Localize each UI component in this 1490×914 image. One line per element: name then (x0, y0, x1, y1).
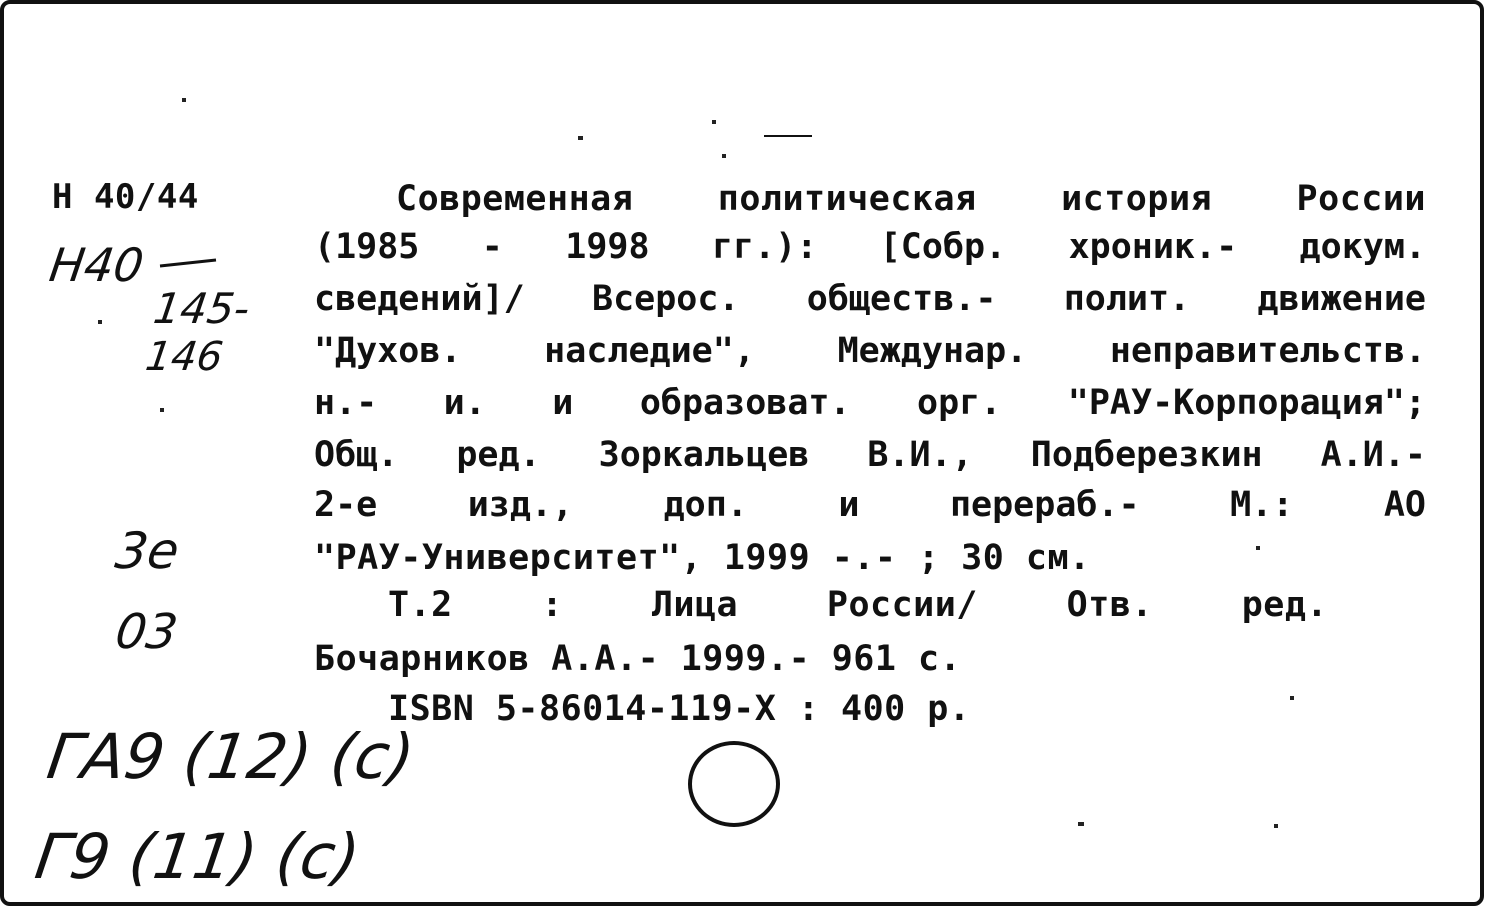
handwritten-code-1: 3е (111, 522, 183, 580)
description-line-5: Общ. ред. Зоркальцев В.И., Подберезкин А.И.- (314, 435, 1426, 475)
description-line-6: 2-е изд., доп. и перераб.- М.: АО (314, 485, 1426, 525)
speck (182, 98, 186, 102)
description-line-4: н.- и. и образоват. орг. "РАУ-Корпорация"; (314, 383, 1426, 423)
handwritten-shelf-mark: Н40 (46, 238, 147, 292)
handwritten-code-2: 03 (112, 604, 182, 660)
speck (1290, 696, 1294, 700)
editor-line: Бочарников А.А.- 1999.- 961 с. (314, 639, 962, 679)
description-line-3: "Духов. наследие", Междунар. неправительств. (314, 331, 1426, 371)
speck (98, 320, 102, 324)
description-line-2: сведений]/ Всерос. обществ.- полит. движение (314, 279, 1426, 319)
speck (160, 408, 164, 412)
publisher-line: "РАУ-Университет", 1999 -.- ; 30 см. (314, 538, 1091, 578)
circle-mark (688, 741, 780, 827)
call-number: Н 40/44 (52, 177, 199, 217)
speck (1274, 824, 1278, 828)
fraction-bar (160, 260, 216, 266)
handwritten-pages-end: 146 (142, 334, 226, 380)
speck (712, 120, 716, 124)
volume-line: Т.2 : Лица России/ Отв. ред. (388, 585, 1328, 625)
handwritten-location-2: Г9 (11) (с) (30, 820, 365, 893)
speck (1078, 822, 1084, 826)
speck (1256, 546, 1260, 550)
isbn-line: ISBN 5-86014-119-Х : 400 р. (388, 689, 971, 729)
speck (722, 154, 726, 158)
description-line-1: (1985 - 1998 гг.): [Собр. хроник.- докум. (314, 227, 1426, 267)
title-line: Современная политическая история России (396, 179, 1426, 219)
handwritten-location-1: ГА9 (12) (с) (42, 720, 419, 793)
speck (578, 136, 583, 140)
handwritten-pages: 145- (150, 284, 253, 333)
